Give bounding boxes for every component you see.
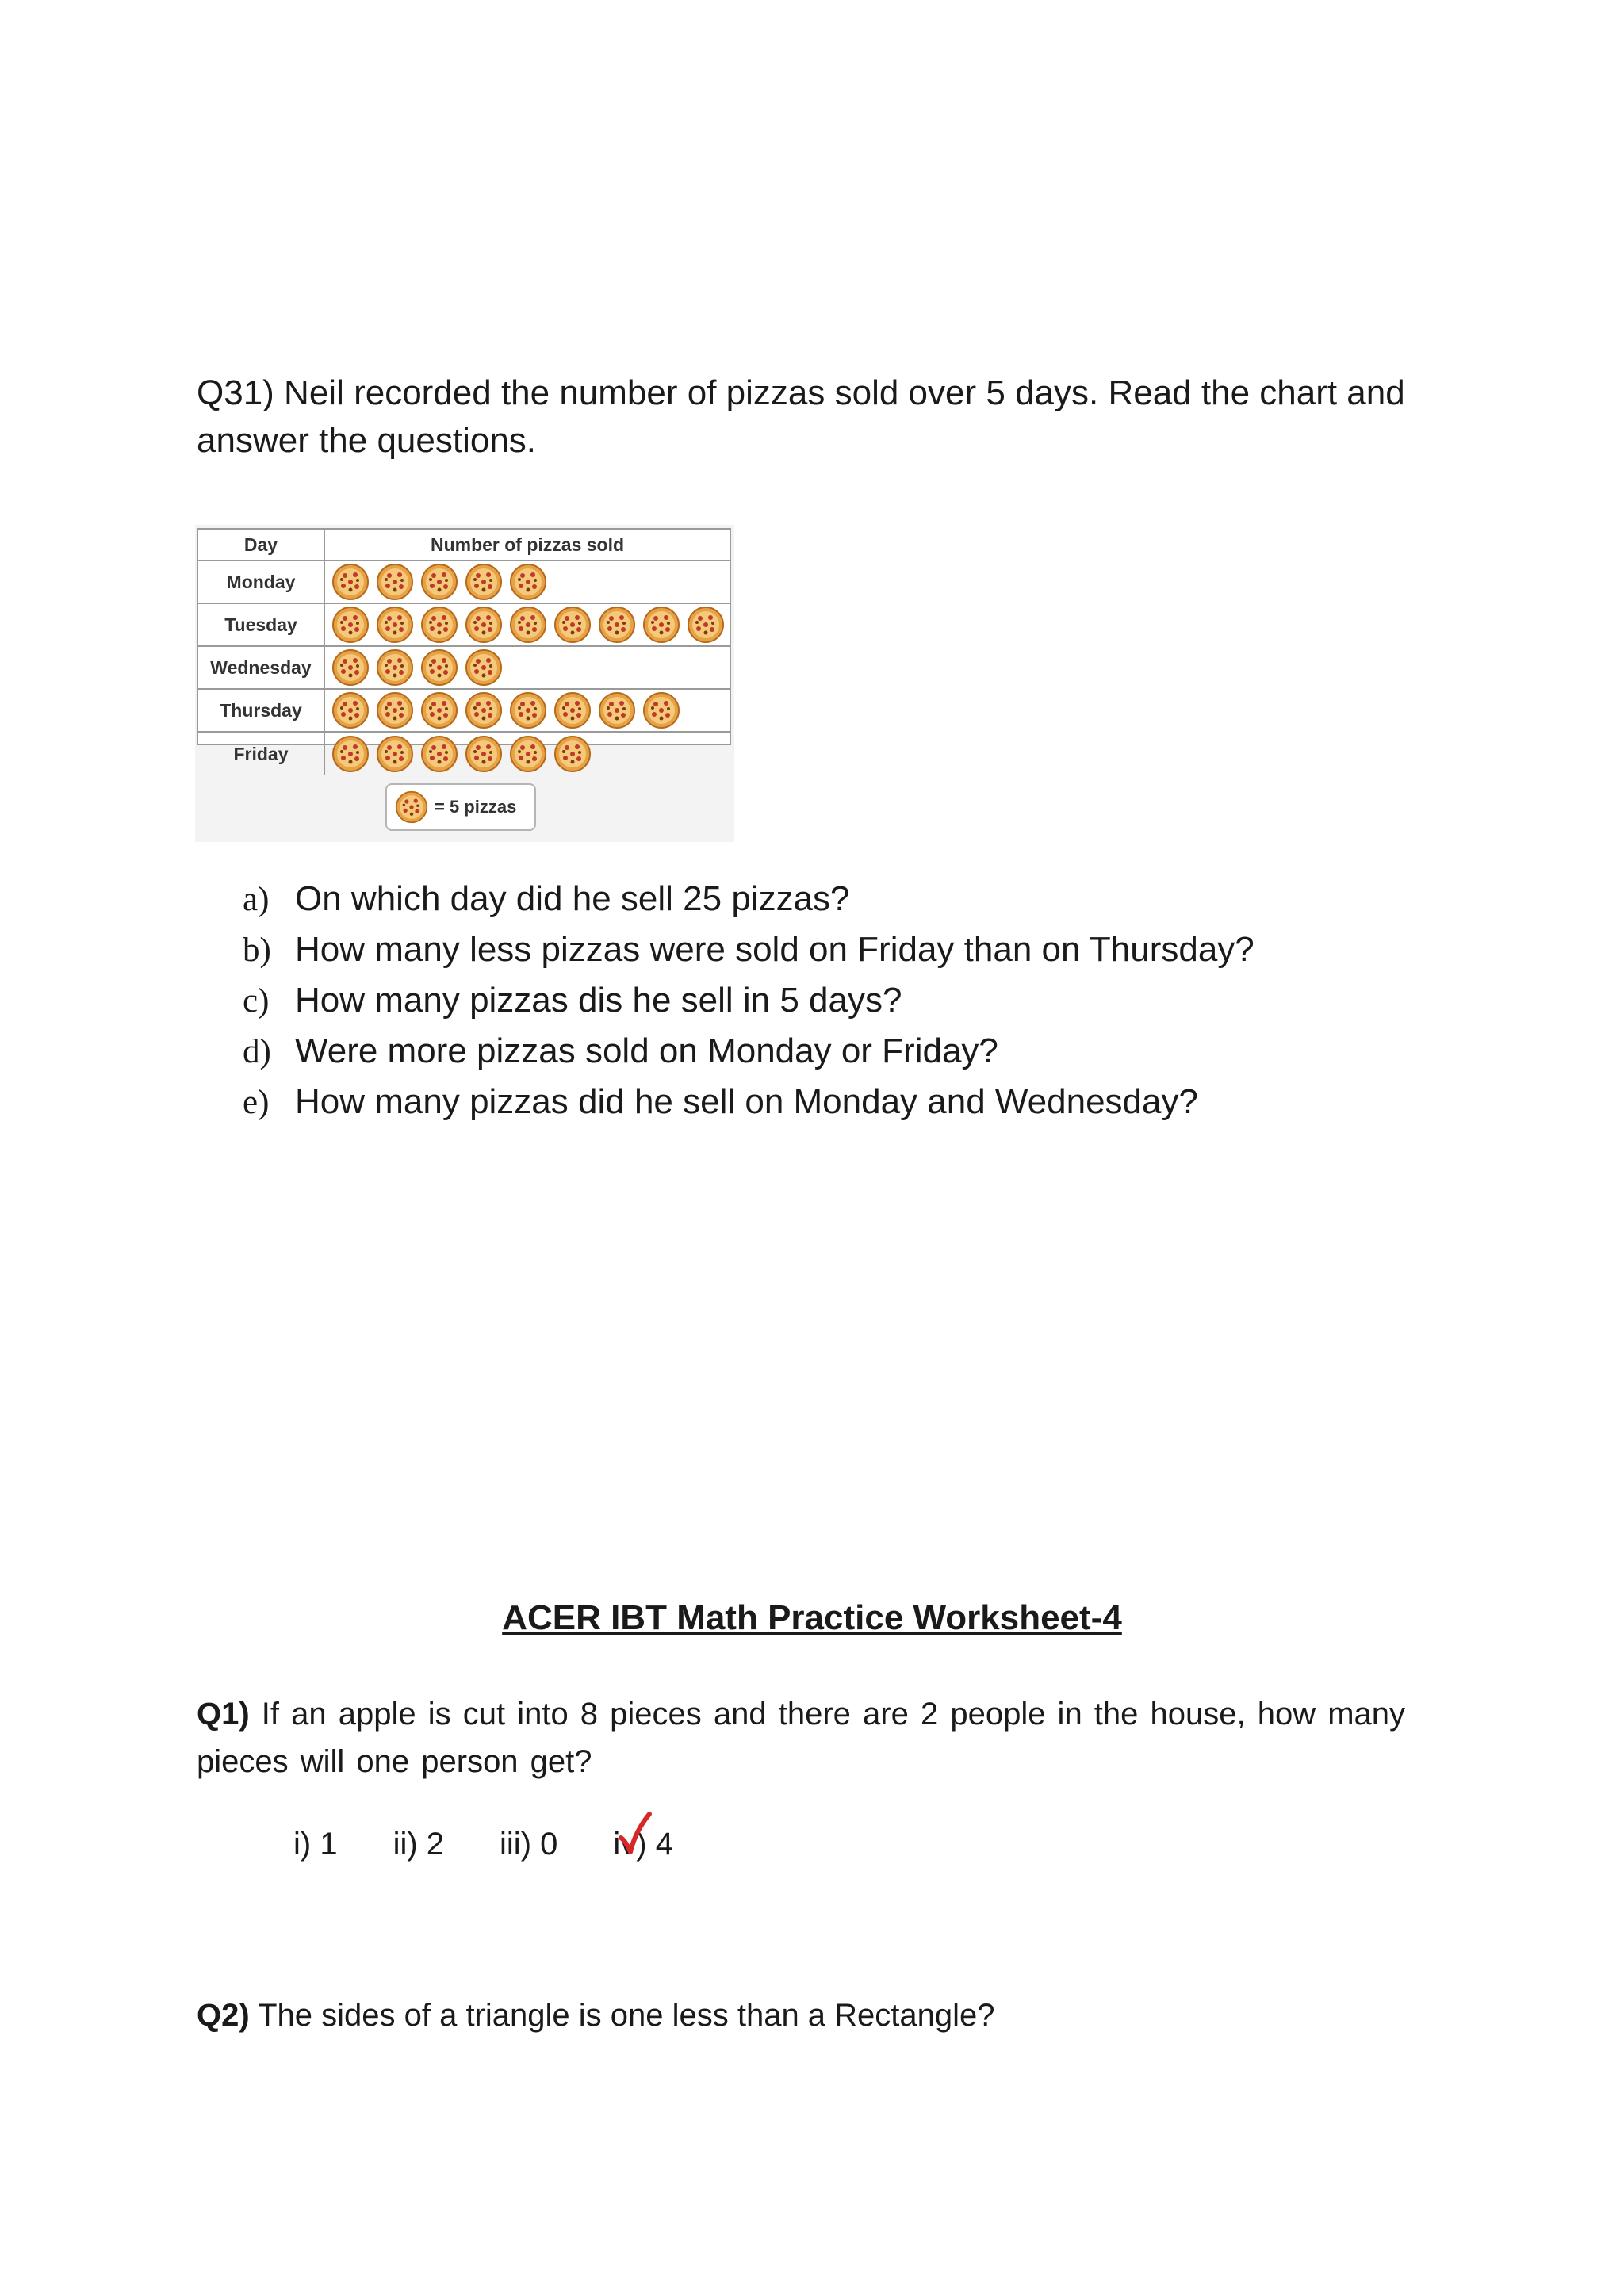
subquestion-text: How many pizzas did he sell on Monday and Wednesday? (295, 1082, 1198, 1121)
q1-option-i[interactable]: i) 1 (293, 1827, 338, 1862)
q1-options (293, 1820, 673, 1868)
pictograph-row-friday (198, 733, 730, 775)
q2-question (197, 1992, 1434, 2039)
pictograph-row-thursday (198, 690, 730, 733)
pizza-icon (642, 606, 680, 644)
check-mark-icon (616, 1811, 653, 1860)
header-number-of-pizzas: Number of pizzas sold (430, 534, 625, 555)
subquestion-text: How many pizzas dis he sell in 5 days? (295, 981, 902, 1020)
q2-question-text: The sides of a triangle is one less than a Rectangle? (249, 1998, 995, 2033)
pizza-icon (598, 606, 636, 644)
pizza-icon (376, 563, 414, 601)
pizza-icon (331, 649, 370, 687)
subquestion-marker: e) (243, 1084, 270, 1121)
pizza-icon (420, 606, 458, 644)
subquestion-marker: c) (243, 982, 270, 1020)
pizza-icon (553, 691, 592, 729)
key-label: = 5 pizzas (435, 797, 517, 817)
pizza-icon (331, 735, 370, 773)
row-day-label: Tuesday (198, 604, 325, 645)
subquestion-text: How many less pizzas were sold on Friday than on Thursday? (295, 930, 1254, 969)
pizza-icon (553, 735, 592, 773)
pizza-icon (376, 735, 414, 773)
pizza-icon (509, 563, 547, 601)
pictograph-key (385, 783, 536, 831)
pizza-icon (465, 563, 503, 601)
pizza-icon (598, 691, 636, 729)
pizza-icon (465, 649, 503, 687)
q2-label: Q2) (197, 1998, 250, 2033)
pizza-icon (420, 563, 458, 601)
subquestion-marker: a) (243, 881, 270, 918)
row-pizza-icons (325, 690, 730, 731)
pizza-icon (465, 735, 503, 773)
row-pizza-icons (325, 604, 730, 645)
q1-option-ii[interactable]: ii) 2 (393, 1827, 445, 1862)
q1-question-text: If an apple is cut into 8 pieces and there are 2 people in the house, how many pieces will one person get? (197, 1697, 1406, 1779)
pizza-icon (420, 649, 458, 687)
pizza-icon (465, 606, 503, 644)
q1-question (197, 1690, 1434, 1785)
row-day-label: Wednesday (198, 647, 325, 688)
q1-option-iii[interactable]: iii) 0 (500, 1827, 558, 1862)
q31-question-text: Q31) Neil recorded the number of pizzas sold over 5 days. Read the chart and answer the questions. (197, 373, 1405, 460)
pizza-icon (642, 691, 680, 729)
q1-option-iv-label: iv) 4 (613, 1827, 673, 1862)
subquestion-item (243, 874, 1254, 924)
q1-option-iv[interactable] (613, 1820, 673, 1868)
q1-label: Q1) (197, 1697, 250, 1732)
subquestion-item (243, 924, 1254, 975)
row-pizza-icons (325, 561, 730, 603)
row-pizza-icons (325, 647, 730, 688)
pizza-pictograph (195, 525, 734, 842)
pizza-icon (420, 735, 458, 773)
pictograph-row-monday (198, 561, 730, 604)
pizza-icon (465, 691, 503, 729)
subquestion-text: On which day did he sell 25 pizzas? (295, 879, 850, 918)
pictograph-table (197, 528, 731, 764)
pictograph-row-tuesday (198, 604, 730, 647)
pizza-icon (331, 563, 370, 601)
subquestion-text: Were more pizzas sold on Monday or Friday? (295, 1031, 998, 1070)
subquestion-item (243, 975, 1254, 1026)
row-day-label: Thursday (198, 690, 325, 731)
pizza-icon (331, 606, 370, 644)
worksheet-title: ACER IBT Math Practice Worksheet-4 (502, 1598, 1122, 1637)
pizza-icon (687, 606, 725, 644)
pizza-icon (376, 649, 414, 687)
pictograph-header-row (198, 530, 730, 561)
row-pizza-icons (325, 733, 730, 775)
subquestion-marker: b) (243, 932, 271, 969)
pizza-icon (395, 790, 428, 824)
header-day: Day (198, 530, 325, 560)
pizza-icon (509, 691, 547, 729)
q31-subquestions (243, 874, 1254, 1127)
pictograph-row-wednesday (198, 647, 730, 690)
pizza-icon (509, 735, 547, 773)
row-day-label: Friday (198, 733, 325, 775)
subquestion-item (243, 1077, 1254, 1127)
subquestion-item (243, 1026, 1254, 1077)
pizza-icon (376, 606, 414, 644)
pizza-icon (376, 691, 414, 729)
pizza-icon (420, 691, 458, 729)
pizza-icon (509, 606, 547, 644)
pizza-icon (553, 606, 592, 644)
row-day-label: Monday (198, 561, 325, 603)
pizza-icon (331, 691, 370, 729)
subquestion-marker: d) (243, 1033, 271, 1070)
